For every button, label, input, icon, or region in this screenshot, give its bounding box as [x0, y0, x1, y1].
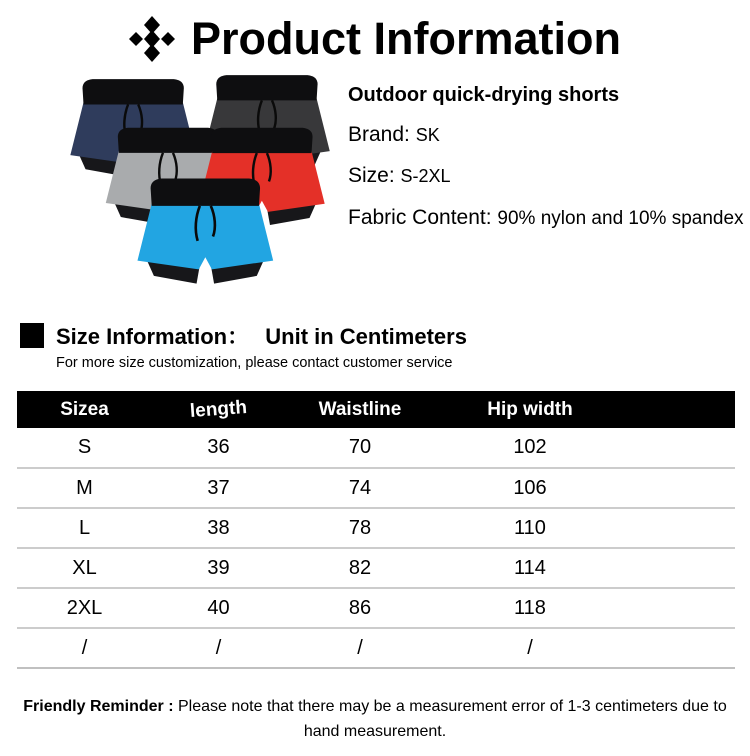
table-cell: S — [17, 428, 152, 468]
table-cell: 39 — [152, 548, 285, 588]
table-row — [17, 508, 735, 548]
size-table-body — [17, 428, 735, 668]
footer-reminder — [0, 695, 750, 745]
table-cell: 70 — [285, 428, 435, 468]
table-cell: 82 — [285, 548, 435, 588]
brand-value: SK — [415, 125, 440, 145]
table-cell: 110 — [435, 508, 625, 548]
table-cell: 37 — [152, 468, 285, 508]
product-section — [0, 70, 750, 298]
table-cell: 40 — [152, 588, 285, 628]
table-cell: 102 — [435, 428, 625, 468]
table-cell: XL — [17, 548, 152, 588]
table-row — [17, 588, 735, 628]
table-cell-filler — [625, 588, 735, 628]
diamond-cluster-icon — [129, 14, 175, 64]
shorts-body — [137, 204, 273, 270]
table-cell: 2XL — [17, 588, 152, 628]
size-value: S-2XL — [400, 166, 451, 187]
table-cell-filler — [625, 628, 735, 668]
table-cell: 36 — [152, 428, 285, 468]
table-cell: 38 — [152, 508, 285, 548]
size-label: Size: — [348, 164, 395, 188]
table-header-row — [17, 391, 735, 428]
reminder-label: Friendly Reminder : — [23, 698, 174, 715]
size-info-section — [20, 320, 750, 371]
shorts-waistband — [151, 179, 260, 206]
shorts-waistband — [118, 128, 218, 153]
table-cell-filler — [625, 428, 735, 468]
size-info-heading — [56, 320, 750, 351]
table-row — [17, 468, 735, 508]
shorts-waistband — [216, 75, 317, 100]
fabric-line — [348, 204, 744, 232]
page-title: Product Information — [191, 13, 621, 64]
product-photo — [46, 70, 346, 298]
page-header — [0, 0, 750, 66]
table-cell: / — [285, 628, 435, 668]
table-cell: / — [17, 628, 152, 668]
table-cell-filler — [625, 508, 735, 548]
table-row — [17, 548, 735, 588]
col-header-size: Sizea — [17, 391, 152, 428]
size-info-title: Size Information： — [56, 324, 250, 349]
size-table-header — [17, 391, 735, 428]
shorts-waistband — [83, 79, 184, 104]
col-header-hip-width: Hip width — [435, 391, 625, 428]
brand-line — [348, 121, 744, 148]
square-bullet-icon — [20, 323, 44, 348]
table-cell-filler — [625, 468, 735, 508]
fabric-label: Fabric Content: — [348, 205, 492, 229]
product-name: Outdoor quick-drying shorts — [348, 84, 620, 106]
table-cell: 78 — [285, 508, 435, 548]
table-cell-filler — [625, 548, 735, 588]
fabric-value: 90% nylon and 10% spandex — [497, 207, 744, 229]
table-cell: L — [17, 508, 152, 548]
table-cell: M — [17, 468, 152, 508]
table-cell: 86 — [285, 588, 435, 628]
size-info-unit: Unit in Centimeters — [265, 324, 467, 349]
col-header-filler — [625, 391, 735, 428]
shorts-waistband — [211, 128, 312, 153]
brand-label: Brand: — [348, 123, 410, 146]
size-info-note: For more size customization, please contact customer service — [56, 355, 453, 371]
reminder-text: Please note that there may be a measurement error of 1-3 centimeters due to hand measurement. — [177, 698, 727, 740]
table-row — [17, 628, 735, 668]
shorts-blue — [137, 179, 273, 284]
table-row — [17, 428, 735, 468]
col-header-length — [152, 391, 285, 428]
table-cell: 114 — [435, 548, 625, 588]
col-header-waistline: Waistline — [285, 391, 435, 428]
table-cell: / — [435, 628, 625, 668]
size-table — [17, 391, 735, 669]
table-cell: 74 — [285, 468, 435, 508]
col-header-length-label: length — [189, 396, 248, 422]
table-cell: 118 — [435, 588, 625, 628]
table-cell: 106 — [435, 468, 625, 508]
product-details — [348, 70, 744, 298]
table-cell: / — [152, 628, 285, 668]
size-line — [348, 162, 744, 189]
